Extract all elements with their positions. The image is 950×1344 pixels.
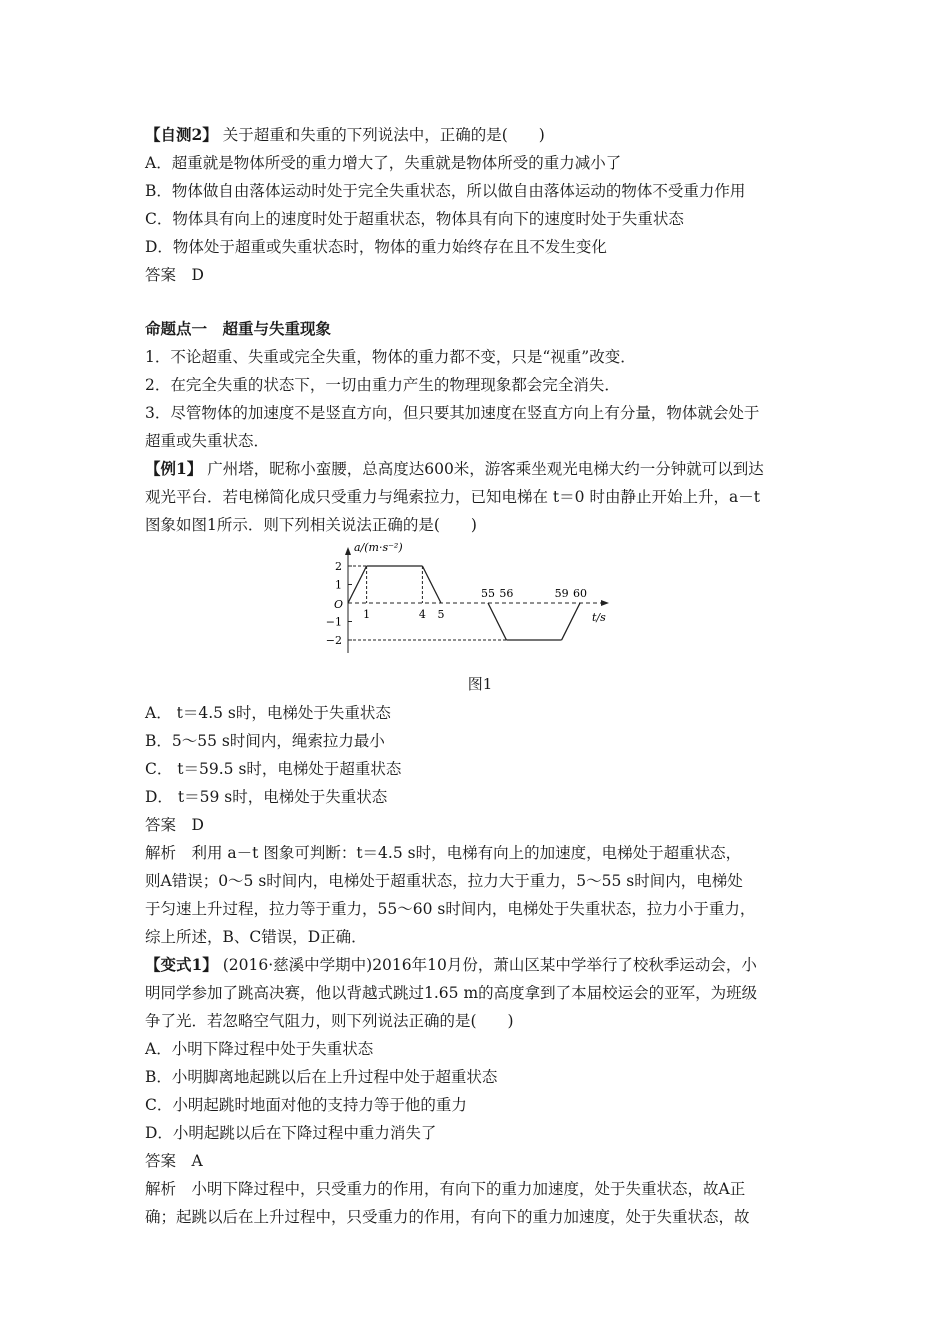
series-segment [488,603,506,640]
section-point-3: 3．尽管物体的加速度不是竖直方向，但只要其加速度在竖直方向上有分量，物体就会处于 [145,404,760,422]
variant1-option-c: C．小明起跳时地面对他的支持力等于他的重力 [145,1096,467,1114]
example1-line-3: 图象如图1所示．则下列相关说法正确的是( ) [145,516,477,534]
self-test-answer: 答案 D [145,266,204,284]
x-axis-arrow [601,600,609,606]
section-point-3-cont: 超重或失重状态． [145,432,270,450]
example1-line-2: 观光平台．若电梯简化成只受重力与绳索拉力，已知电梯在 t＝0 时由静止开始上升，a－t [145,488,760,506]
y-tick-label: 2 [335,560,342,573]
example1-analysis-2: 则A错误；0～5 s时间内，电梯处于超重状态，拉力大于重力，5～55 s时间内，电梯处 [145,872,743,890]
section-point-2: 2．在完全失重的状态下，一切由重力产生的物理现象都会完全消失． [145,376,620,394]
variant1-line-1 [145,951,815,979]
self-test-option-c: C．物体具有向上的速度时处于超重状态，物体具有向下的速度时处于失重状态 [145,210,684,228]
variant1-line-3: 争了光．若忽略空气阻力，则下列说法正确的是( ) [145,1012,514,1030]
variant1-analysis-1: 解析 小明下降过程中，只受重力的作用，有向下的重力加速度，处于失重状态，故A正 [145,1180,746,1198]
variant1-answer: 答案 A [145,1152,203,1170]
variant1-line-2: 明同学参加了跳高决赛，他以背越式跳过1.65 m的高度拿到了本届校运会的亚军，为班级 [145,984,758,1002]
variant1-text-1: (2016·慈溪中学期中)2016年10月份，萧山区某中学举行了校秋季运动会，小 [217,956,757,974]
example1-analysis-4: 综上所述，B、C错误，D正确． [145,928,367,946]
a-t-chart [320,539,640,669]
x-tick-label: 55 [481,587,495,600]
y-axis-arrow [345,547,351,555]
example1-analysis-1: 解析 利用 a－t 图象可判断：t＝4.5 s时，电梯有向上的加速度，电梯处于超重状态， [145,844,742,862]
x-tick-label: 4 [418,608,426,621]
self-test-question-text: 关于超重和失重的下列说法中，正确的是( ) [217,126,545,144]
x-tick-label: 56 [499,587,514,600]
self-test-question [145,121,815,149]
y-axis-label: a/(m·s⁻²) [354,541,403,554]
self-test-option-d: D．物体处于超重或失重状态时，物体的重力始终存在且不发生变化 [145,238,607,256]
example1-tag: 【例1】 [145,459,203,478]
variant1-tag: 【变式1】 [145,955,218,974]
variant1-option-b: B．小明脚离地起跳以后在上升过程中处于超重状态 [145,1068,498,1086]
origin-label: O [334,598,344,611]
series-segment [562,603,580,640]
example1-text-1: 广州塔，昵称小蛮腰，总高度达600米，游客乘坐观光电梯大约一分钟就可以到达 [202,460,764,478]
x-axis-label: t/s [592,611,606,624]
content [145,121,815,1231]
x-tick-label: 1 [363,608,371,621]
variant1-analysis-2: 确；起跳以后在上升过程中，只受重力的作用，有向下的重力加速度，处于失重状态，故 [145,1208,750,1226]
example1-line-1 [145,455,815,483]
example1-analysis-3: 于匀速上升过程，拉力等于重力，55～60 s时间内，电梯处于失重状态，拉力小于重力， [145,900,756,918]
x-tick-label: 59 [554,587,569,600]
figure-1 [145,539,815,669]
variant1-option-a: A．小明下降过程中处于失重状态 [145,1040,374,1058]
example1-option-a: A． t＝4.5 s时，电梯处于失重状态 [145,704,391,722]
figure-caption: 图1 [467,675,493,693]
section-point-1: 1．不论超重、失重或完全失重，物体的重力都不变，只是“视重”改变． [145,348,636,366]
section-title: 命题点一 超重与失重现象 [145,319,332,338]
self-test-option-b: B．物体做自由落体运动时处于完全失重状态，所以做自由落体运动的物体不受重力作用 [145,182,746,200]
example1-option-c: C． t＝59.5 s时，电梯处于超重状态 [145,760,402,778]
y-tick-label: −2 [325,634,342,647]
series-segment [422,566,441,603]
example1-answer: 答案 D [145,816,204,834]
variant1-option-d: D．小明起跳以后在下降过程中重力消失了 [145,1124,437,1142]
self-test-tag: 【自测2】 [145,125,218,144]
self-test-option-a: A．超重就是物体所受的重力增大了，失重就是物体所受的重力减小了 [145,154,622,172]
example1-option-d: D． t＝59 s时，电梯处于失重状态 [145,788,388,806]
y-tick-label: −1 [325,615,342,629]
y-tick-label: 1 [335,578,342,592]
x-tick-label: 60 [573,587,587,600]
x-tick-label: 5 [437,608,445,621]
example1-option-b: B．5～55 s时间内，绳索拉力最小 [145,732,385,750]
